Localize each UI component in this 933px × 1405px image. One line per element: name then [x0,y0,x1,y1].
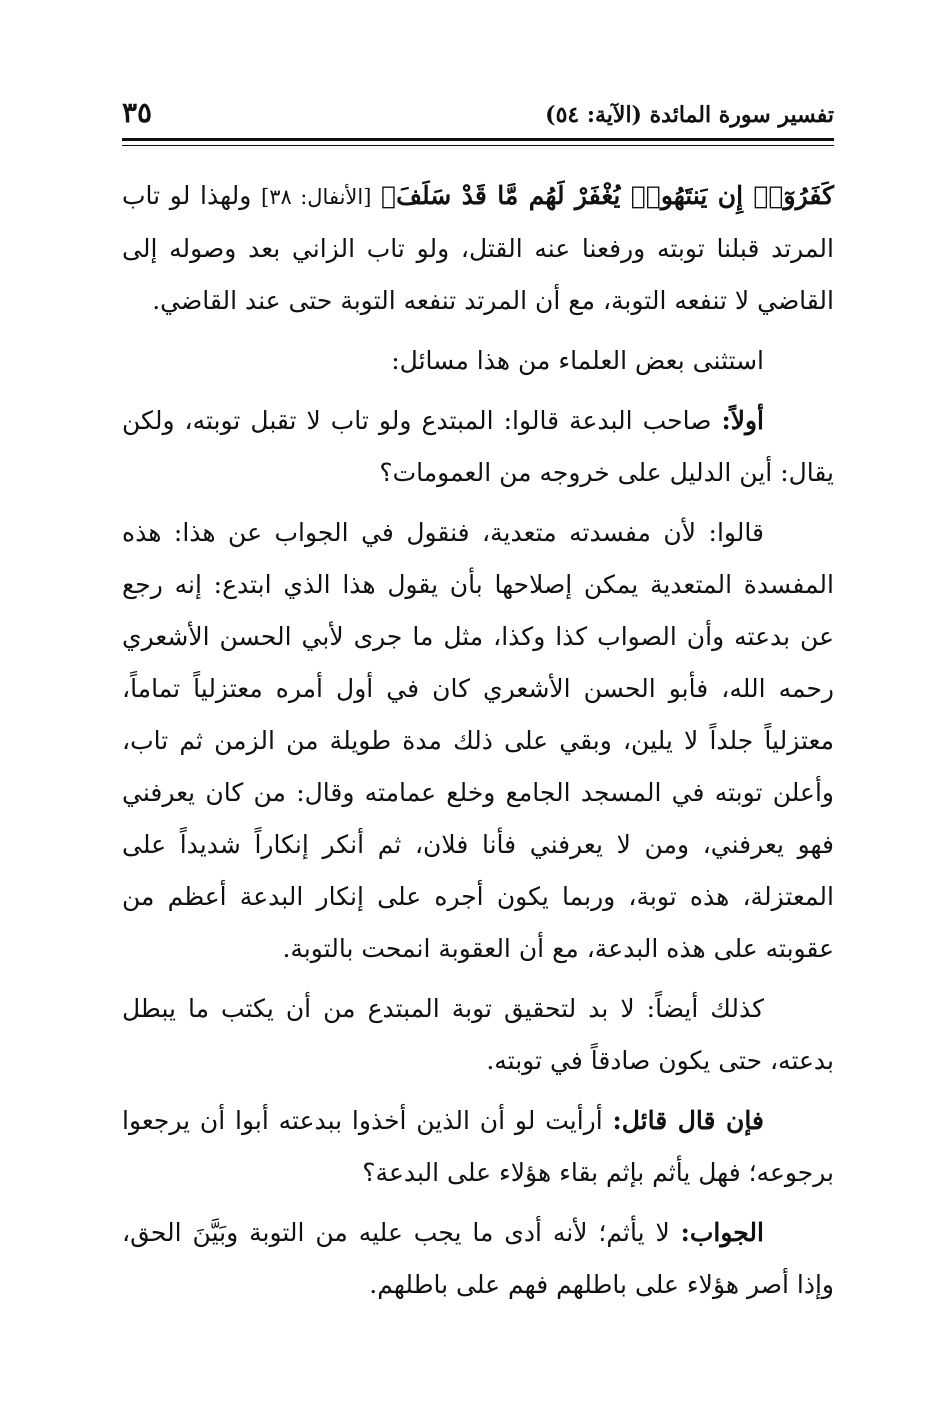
paragraph-7 [122,1207,834,1311]
running-title: تفسير سورة المائدة (الآية: ٥٤) [545,102,834,128]
paragraph-3-text: صاحب البدعة قالوا: المبتدع ولو تاب لا تقبل توبته، ولكن يقال: أين الدليل على خروجه من العمومات؟ [122,406,834,487]
paragraph-6 [122,1095,834,1199]
verse-reference: [الأنفال: ٣٨] [261,185,372,209]
paragraph-7-lead: الجواب: [680,1218,764,1247]
paragraph-1-text: ولهذا لو تاب المرتد قبلنا توبته ورفعنا عنه القتل، ولو تاب الزاني بعد وصوله إلى القاضي لا تنفعه التوبة، مع أن المرتد تنفعه التوبة حتى عند القاضي. [122,181,834,315]
paragraph-2: استثنى بعض العلماء من هذا مسائل: [391,346,764,375]
header-rule-thick [122,138,834,141]
paragraph-1 [122,170,834,327]
paragraph-3-lead: أولاً: [721,406,764,435]
page-header [122,96,834,136]
paragraph-7-text: لا يأثم؛ لأنه أدى ما يجب عليه من التوبة وبَيَّنَ الحق، وإذا أصر هؤلاء على باطلهم فهم على باطلهم. [122,1218,834,1299]
paragraph-4: قالوا: لأن مفسدته متعدية، فنقول في الجواب عن هذا: هذه المفسدة المتعدية يمكن إصلاحها بأن يقول هذا الذي ابتدع: إنه رجع عن بدعته وأن الصواب كذا وكذا، مثل ما جرى لأبي الحسن الأشعري رحمه الله، فأبو الحسن الأشعري كان في أول أمره معتزلياً تماماً، معتزلياً جلداً لا يلين، وبقي على ذلك مدة طويلة من الزمن ثم تاب، وأعلن توبته في المسجد الجامع وخلع عمامته وقال: من كان يعرفني فهو يعرفني، ومن لا يعرفني فأنا فلان، ثم أنكر إنكاراً شديداً على المعتزلة، هذه توبة، وربما يكون أجره على إنكار البدعة أعظم من عقوبته على هذه البدعة، مع أن العقوبة انمحت بالتوبة. [122,518,834,963]
quran-verse: كَفَرُوٓا۟ إِن يَنتَهُوا۟ يُغْفَرْ لَهُم مَّا قَدْ سَلَفَ﴾ [381,181,834,210]
body-text [122,170,834,1319]
paragraph-5: كذلك أيضاً: لا بد لتحقيق توبة المبتدع من أن يكتب ما يبطل بدعته، حتى يكون صادقاً في توبته. [122,994,834,1075]
header-rule-thin [122,145,834,146]
paragraph-3 [122,395,834,499]
paragraph-6-lead: فإن قال قائل: [612,1106,764,1135]
page-number: ٣٥ [122,96,153,129]
paragraph-6-text: أرأيت لو أن الذين أخذوا ببدعته أبوا أن يرجعوا برجوعه؛ فهل يأثم بإثم بقاء هؤلاء على البدعة؟ [122,1106,834,1187]
